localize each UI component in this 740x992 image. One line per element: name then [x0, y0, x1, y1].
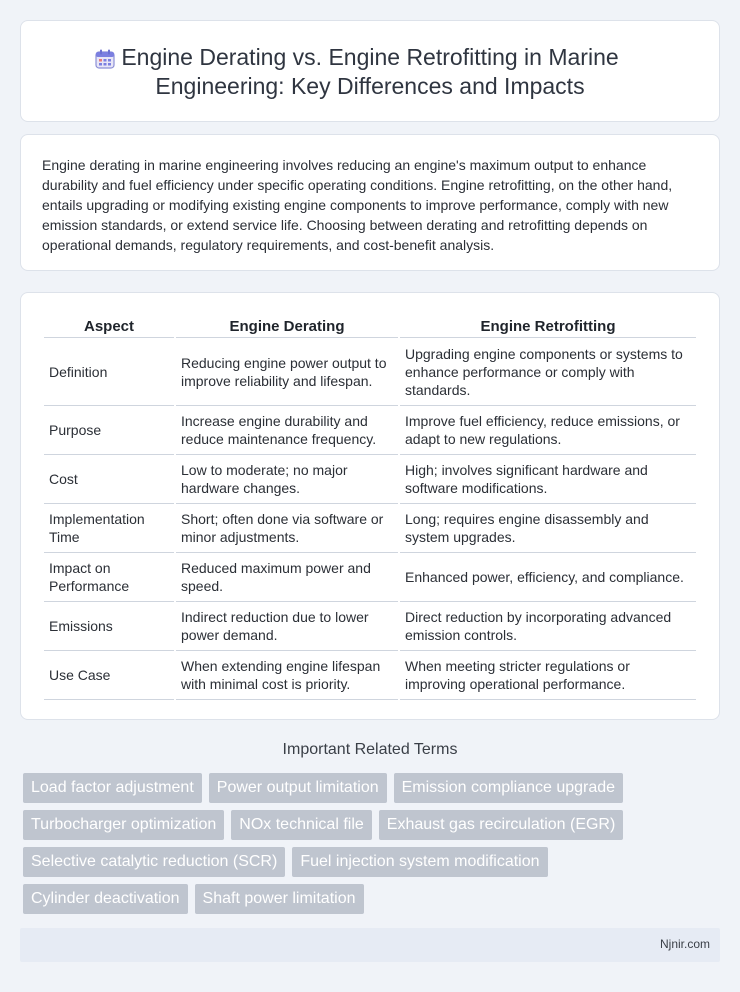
related-term-tag[interactable]: Shaft power limitation	[195, 884, 364, 914]
comparison-table	[42, 316, 698, 700]
row-retrofitting: Direct reduction by incorporating advanced emission controls.	[400, 602, 696, 651]
related-terms-heading: Important Related Terms	[282, 741, 458, 758]
header-aspect: Aspect	[44, 316, 174, 338]
row-retrofitting: When meeting stricter regulations or improving operational performance.	[400, 651, 696, 700]
row-derating: Indirect reduction due to lower power demand.	[176, 602, 398, 651]
title-card	[20, 20, 720, 122]
table-row	[44, 553, 696, 602]
related-term-tag[interactable]: Emission compliance upgrade	[394, 773, 623, 803]
related-terms-list	[23, 773, 713, 921]
table-row	[44, 455, 696, 504]
row-derating: Reduced maximum power and speed.	[176, 553, 398, 602]
row-retrofitting: Long; requires engine disassembly and system upgrades.	[400, 504, 696, 553]
footer	[20, 928, 720, 962]
row-aspect: Cost	[44, 455, 174, 504]
related-term-tag[interactable]: Selective catalytic reduction (SCR)	[23, 847, 285, 877]
row-derating: Short; often done via software or minor adjustments.	[176, 504, 398, 553]
row-aspect: Emissions	[44, 602, 174, 651]
row-retrofitting: High; involves significant hardware and software modifications.	[400, 455, 696, 504]
table-row	[44, 504, 696, 553]
intro-card	[20, 134, 720, 271]
row-aspect: Definition	[44, 338, 174, 406]
intro-paragraph: Engine derating in marine engineering involves reducing an engine's maximum output to enhance durability and fuel efficiency under specific operating conditions. Engine retrofitting, on the other hand, entails upgrading or modifying existing engine components to improve performance, comply with new emission standards, or extend service life. Choosing between derating and retrofitting depends on operational demands, regulatory requirements, and cost-benefit analysis.	[42, 157, 673, 253]
row-aspect: Implementation Time	[44, 504, 174, 553]
related-term-tag[interactable]: Load factor adjustment	[23, 773, 202, 803]
row-retrofitting: Enhanced power, efficiency, and compliance.	[400, 553, 696, 602]
related-term-tag[interactable]: Turbocharger optimization	[23, 810, 224, 840]
related-term-tag[interactable]: NOx technical file	[231, 810, 372, 840]
page-title-line-2: Engineering: Key Differences and Impacts	[155, 73, 585, 99]
row-aspect: Purpose	[44, 406, 174, 455]
table-row	[44, 338, 696, 406]
row-retrofitting: Upgrading engine components or systems to enhance performance or comply with standards.	[400, 338, 696, 406]
table-header-row	[44, 316, 696, 338]
related-term-tag[interactable]: Fuel injection system modification	[292, 847, 547, 877]
table-row	[44, 602, 696, 651]
table-row	[44, 651, 696, 700]
related-term-tag[interactable]: Exhaust gas recirculation (EGR)	[379, 810, 624, 840]
row-derating: Reducing engine power output to improve reliability and lifespan.	[176, 338, 398, 406]
table-row	[44, 406, 696, 455]
related-term-tag[interactable]: Cylinder deactivation	[23, 884, 188, 914]
header-engine-retrofitting: Engine Retrofitting	[400, 316, 696, 338]
related-term-tag[interactable]: Power output limitation	[209, 773, 387, 803]
page-title	[21, 43, 719, 101]
row-retrofitting: Improve fuel efficiency, reduce emissions, or adapt to new regulations.	[400, 406, 696, 455]
row-aspect: Use Case	[44, 651, 174, 700]
header-engine-derating: Engine Derating	[176, 316, 398, 338]
page-title-line-1: Engine Derating vs. Engine Retrofitting in Marine	[121, 44, 619, 70]
row-derating: Low to moderate; no major hardware changes.	[176, 455, 398, 504]
row-aspect: Impact on Performance	[44, 553, 174, 602]
row-derating: Increase engine durability and reduce maintenance frequency.	[176, 406, 398, 455]
row-derating: When extending engine lifespan with minimal cost is priority.	[176, 651, 398, 700]
comparison-table-card	[20, 292, 720, 720]
footer-site-link[interactable]: Njnir.com	[659, 937, 710, 951]
